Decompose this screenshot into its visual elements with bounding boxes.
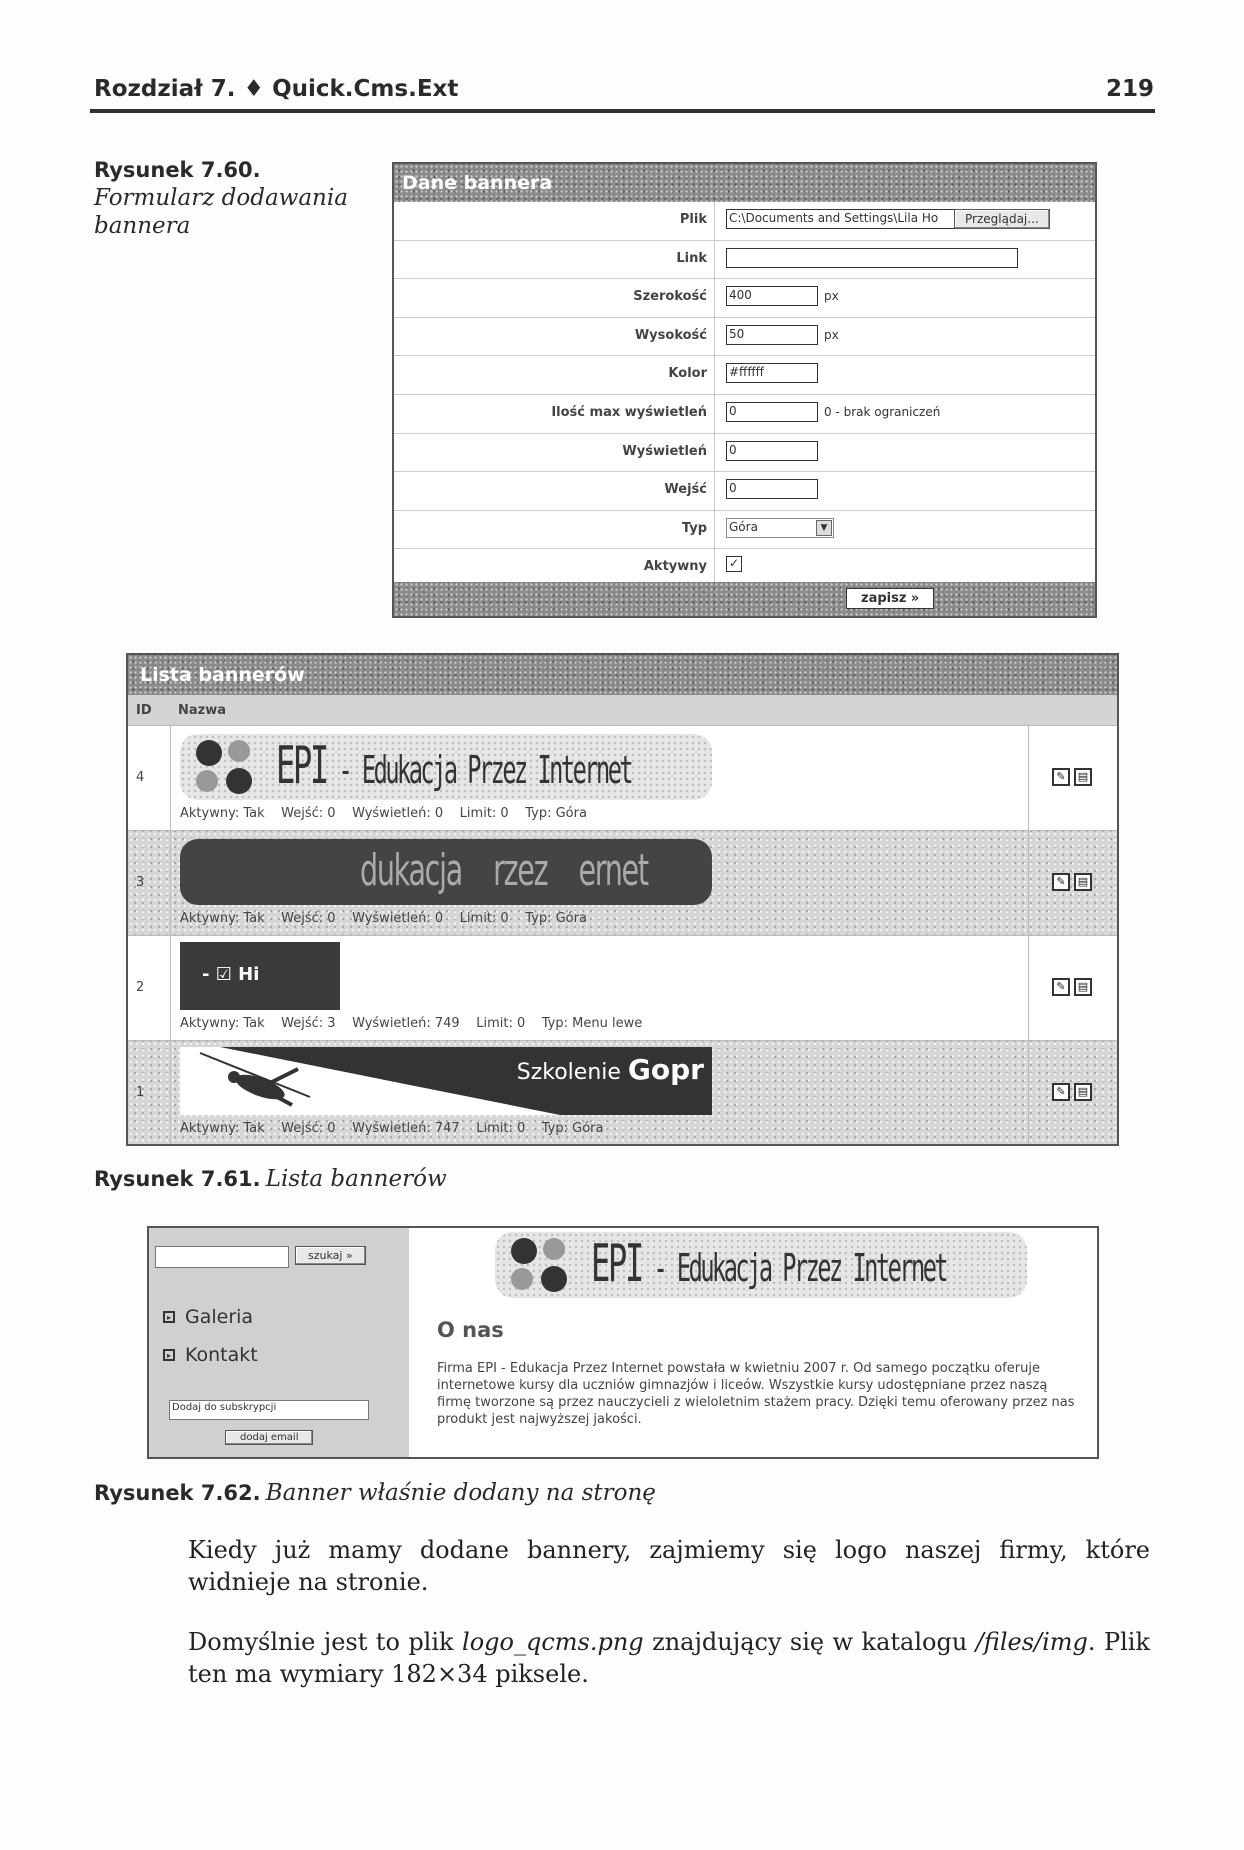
active-label: Aktywny	[643, 559, 707, 575]
type-select[interactable]	[726, 518, 834, 538]
type-select-value: Góra	[729, 519, 758, 534]
header-rule	[90, 109, 1155, 113]
figure-60-caption-text: Formularz dodawania bannera	[94, 185, 348, 239]
subscribe-button[interactable]: dodaj email	[225, 1430, 313, 1445]
body-paragraph-2: Domyślnie jest to plik logo_qcms.png znajdujący się w katalogu /files/img. Plik ten ma wymiary 182×34 piksele.	[188, 1628, 1150, 1688]
banner-hi-text: - ☑ Hi	[202, 964, 260, 985]
type-label: Typ	[681, 520, 707, 536]
form-row-entries	[394, 472, 1095, 511]
height-unit: px	[824, 327, 839, 342]
active-checkbox[interactable]: ✓	[726, 556, 742, 572]
directory-name: /files/img	[975, 1628, 1088, 1656]
views-label: Wyświetleń	[622, 443, 707, 459]
row-meta: Aktywny: Tak Wejść: 0 Wyświetleń: 747 Limit: 0 Typ: Góra	[180, 1121, 604, 1136]
banner-image-hi	[180, 942, 340, 1010]
delete-icon[interactable]: ▤	[1074, 1083, 1092, 1101]
running-header-chapter: Rozdział 7. ♦ Quick.Cms.Ext	[94, 76, 459, 102]
file-input[interactable]: C:\Documents and Settings\Lila Ho	[726, 209, 956, 229]
figure-62-number: Rysunek 7.62.	[94, 1481, 261, 1505]
edit-icon[interactable]: ✎	[1052, 873, 1070, 891]
table-row	[128, 935, 1117, 1040]
form-row-height	[394, 318, 1095, 357]
form-footer	[394, 582, 1095, 616]
max-views-label: Ilość max wyświetleń	[551, 404, 707, 420]
site-banner-epi-text: EPI - Edukacja Przez Internet	[591, 1234, 947, 1294]
link-input[interactable]	[726, 248, 1018, 268]
banner-image-epi	[180, 734, 712, 800]
banner-list-title: Lista bannerów	[128, 655, 1117, 695]
page-number: 219	[1105, 76, 1154, 102]
width-input[interactable]: 400	[726, 286, 818, 306]
search-input[interactable]	[155, 1246, 289, 1268]
figure-62-caption-text: Banner właśnie dodany na stronę	[265, 1480, 656, 1506]
site-paragraph: Firma EPI - Edukacja Przez Internet powstała w kwietniu 2007 r. Od samego początku oferuje internetowe kursy dla uczniów gimnazjów i liceów. Wszystkie kursy udostępniane przez naszą firmę tworzone są przez nauczycieli z wieloletnim stażem pracy. Dzięki temu oferowany przez nas produkt jest najwyższej jakości.	[437, 1361, 1075, 1427]
search-button[interactable]: szukaj »	[295, 1246, 366, 1265]
banner-form	[392, 162, 1097, 618]
column-name: Nazwa	[178, 703, 227, 718]
link-label: Link	[676, 250, 707, 266]
color-label: Kolor	[668, 366, 707, 382]
form-row-type	[394, 511, 1095, 550]
height-label: Wysokość	[634, 327, 707, 343]
form-row-link	[394, 241, 1095, 280]
delete-icon[interactable]: ▤	[1074, 768, 1092, 786]
banner-list-header	[128, 695, 1117, 725]
figure-60-number: Rysunek 7.60.	[94, 158, 261, 182]
banner-form-title: Dane bannera	[394, 164, 1095, 202]
row-id: 3	[136, 875, 145, 890]
file-label: Plik	[679, 212, 707, 227]
site-heading: O nas	[437, 1318, 504, 1342]
form-row-file	[394, 202, 1095, 241]
site-preview	[147, 1226, 1099, 1459]
figure-61-caption-text: Lista bannerów	[265, 1166, 447, 1192]
figure-60-caption	[94, 158, 354, 240]
row-id: 4	[136, 770, 145, 785]
entries-label: Wejść	[664, 482, 707, 498]
row-meta: Aktywny: Tak Wejść: 0 Wyświetleń: 0 Limit: 0 Typ: Góra	[180, 911, 587, 926]
row-id: 1	[136, 1085, 145, 1100]
file-name: logo_qcms.png	[462, 1628, 644, 1656]
table-row	[128, 725, 1117, 830]
browse-button[interactable]: Przeglądaj...	[954, 209, 1050, 229]
banner-list	[126, 653, 1119, 1146]
row-id: 2	[136, 980, 145, 995]
form-row-max-views	[394, 395, 1095, 434]
arrow-bullet-icon: ▸	[163, 1311, 175, 1323]
site-sidebar	[149, 1228, 409, 1457]
body-paragraph-1: Kiedy już mamy dodane bannery, zajmiemy się logo naszej firmy, które widnieje na stronie.	[188, 1536, 1150, 1596]
table-row	[128, 830, 1117, 935]
nav-item-galeria[interactable]: ▸ Galeria	[163, 1306, 253, 1328]
figure-61-number: Rysunek 7.61.	[94, 1167, 261, 1191]
banner-image-dark	[180, 839, 712, 905]
banner-image-gopr	[180, 1047, 712, 1115]
row-meta: Aktywny: Tak Wejść: 3 Wyświetleń: 749 Limit: 0 Typ: Menu lewe	[180, 1016, 643, 1031]
form-row-width	[394, 279, 1095, 318]
delete-icon[interactable]: ▤	[1074, 978, 1092, 996]
banner-dark-text: dukacja rzez ernet	[360, 845, 648, 896]
banner-gopr-text: Szkolenie Gopr	[516, 1053, 704, 1086]
delete-icon[interactable]: ▤	[1074, 873, 1092, 891]
edit-icon[interactable]: ✎	[1052, 1083, 1070, 1101]
views-input[interactable]: 0	[726, 441, 818, 461]
edit-icon[interactable]: ✎	[1052, 768, 1070, 786]
banner-epi-text: EPI - Edukacja Przez Internet	[276, 736, 632, 796]
edit-icon[interactable]: ✎	[1052, 978, 1070, 996]
figure-62-caption	[94, 1480, 656, 1506]
figure-61-caption	[94, 1166, 447, 1192]
arrow-bullet-icon: ▸	[163, 1349, 175, 1361]
row-meta: Aktywny: Tak Wejść: 0 Wyświetleń: 0 Limit: 0 Typ: Góra	[180, 806, 587, 821]
site-banner-epi	[495, 1232, 1027, 1298]
column-id: ID	[136, 703, 152, 718]
nav-item-kontakt[interactable]: ▸ Kontakt	[163, 1344, 258, 1366]
width-label: Szerokość	[633, 289, 707, 305]
color-input[interactable]: #ffffff	[726, 363, 818, 383]
entries-input[interactable]: 0	[726, 479, 818, 499]
form-row-views	[394, 434, 1095, 473]
chevron-down-icon[interactable]: ▼	[816, 520, 832, 536]
subscribe-input[interactable]: Dodaj do subskrypcji	[169, 1400, 369, 1420]
save-button[interactable]: zapisz »	[846, 588, 934, 609]
table-row	[128, 1040, 1117, 1145]
max-views-input[interactable]: 0	[726, 402, 818, 422]
width-unit: px	[824, 289, 839, 304]
form-row-color	[394, 356, 1095, 395]
max-views-note: 0 - brak ograniczeń	[824, 404, 941, 419]
height-input[interactable]: 50	[726, 325, 818, 345]
